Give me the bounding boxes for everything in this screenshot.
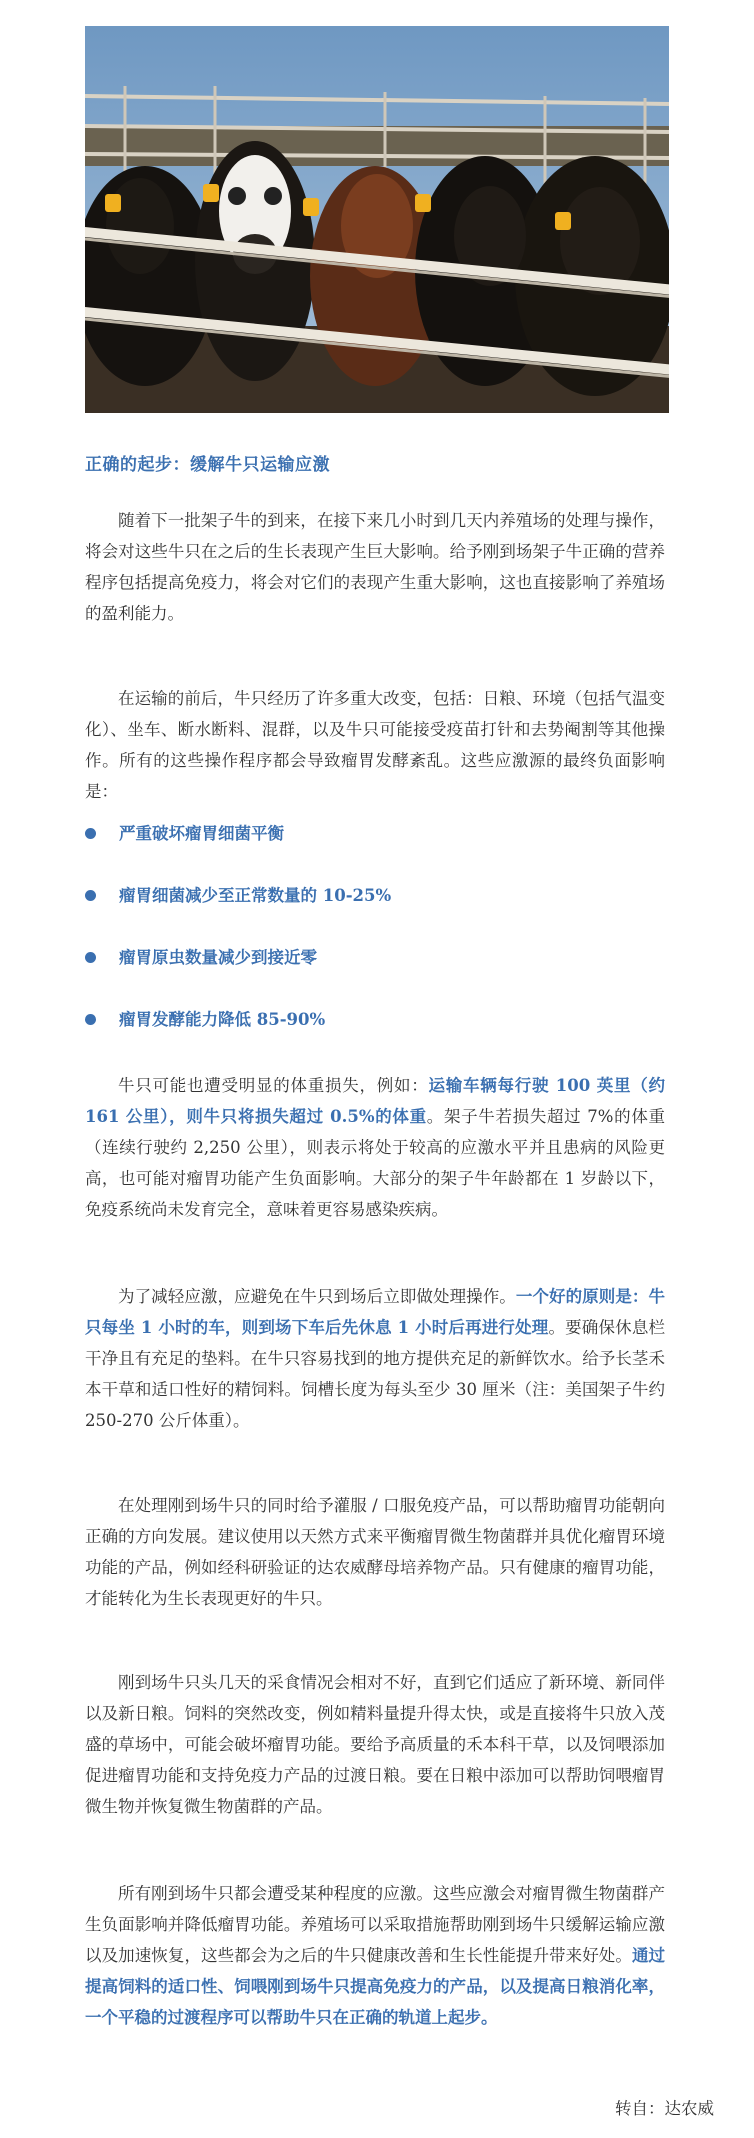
paragraph-7: 所有刚到场牛只都会遭受某种程度的应激。这些应激会对瘤胃微生物菌群产生负面影响并降低瘤胃功能。养殖场可以采取措施帮助刚到场牛只缓解运输应激以及加速恢复，这些都会为之后的牛只健康改善和生长性能提升带来好处。通过提高饲料的适口性、饲喂刚到场牛只提高免疫力的产品，以及提高日粮消化率，一个平稳的过渡程序可以帮助牛只在正确的轨道上起步。 [85,1884,666,2027]
cattle-photo [85,26,669,413]
highlight-text: 一个好的原则是：牛只每坐 1 小时的车，则到场下车后先休息 1 小时后再进行处理 [85,1287,665,1337]
highlight-text: 通过提高饲料的适口性、饲喂刚到场牛只提高免疫力的产品，以及提高日粮消化率，一个平稳的过渡程序可以帮助牛只在正确的轨道上起步。 [85,1946,666,2027]
bullet-icon [85,1014,96,1025]
bullet-icon [85,828,96,839]
list-item: 瘤胃原虫数量减少到接近零 [85,947,665,1009]
list-item: 瘤胃发酵能力降低 85-90% [85,1009,665,1071]
list-item: 瘤胃细菌减少至正常数量的 10-25% [85,885,665,947]
paragraph-2: 在运输的前后，牛只经历了许多重大改变，包括：日粮、环境（包括气温变化）、坐车、断水断料、混群，以及牛只可能接受疫苗打针和去势阉割等其他操作。所有的这些操作程序都会导致瘤胃发酵紊乱。这些应激源的最终负面影响是： [85,689,665,801]
impact-list [85,823,665,1071]
bullet-icon [85,952,96,963]
paragraph-4: 为了减轻应激，应避免在牛只到场后立即做处理操作。一个好的原则是：牛只每坐 1 小时的车，则到场下车后先休息 1 小时后再进行处理。要确保休息栏干净且有充足的垫料。在牛只容易找到的地方提供充足的新鲜饮水。给予长茎禾本干草和适口性好的精饲料。饲槽长度为每头至少 30 厘米（注：美国架子牛约 250-270 公斤体重）。 [85,1287,665,1430]
highlight-text: 运输车辆每行驶 100 英里（约 161 公里），则牛只将损失超过 0.5%的体重 [85,1076,666,1126]
list-item: 严重破坏瘤胃细菌平衡 [85,823,665,885]
paragraph-6: 刚到场牛只头几天的采食情况会相对不好，直到它们适应了新环境、新同伴以及新日粮。饲料的突然改变，例如精料量提升得太快，或是直接将牛只放入茂盛的草场中，可能会破坏瘤胃功能。要给予高质量的禾本科干草，以及饲喂添加促进瘤胃功能和支持免疫力产品的过渡日粮。要在日粮中添加可以帮助饲喂瘤胃微生物并恢复微生物菌群的产品。 [85,1673,665,1816]
paragraph-1: 随着下一批架子牛的到来，在接下来几小时到几天内养殖场的处理与操作，将会对这些牛只在之后的生长表现产生巨大影响。给予刚到场架子牛正确的营养程序包括提高免疫力，将会对它们的表现产生重大影响，这也直接影响了养殖场的盈利能力。 [85,511,665,623]
source-credit: 转自：达农威 [615,2099,714,2118]
paragraph-3: 牛只可能也遭受明显的体重损失，例如：运输车辆每行驶 100 英里（约 161 公里），则牛只将损失超过 0.5%的体重。架子牛若损失超过 7%的体重（连续行驶约 2,250 公里），则表示将处于较高的应激水平并且患病的风险更高，也可能对瘤胃功能产生负面影响。大部分的架子牛年龄都在 1 岁龄以下，免疫系统尚未发育完全，意味着更容易感染疾病。 [85,1076,666,1219]
paragraph-5: 在处理刚到场牛只的同时给予灌服 / 口服免疫产品，可以帮助瘤胃功能朝向正确的方向发展。建议使用以天然方式来平衡瘤胃微生物菌群并具优化瘤胃环境功能的产品，例如经科研验证的达农威酵母培养物产品。只有健康的瘤胃功能，才能转化为生长表现更好的牛只。 [85,1496,665,1608]
section-heading: 正确的起步：缓解牛只运输应激 [85,455,330,475]
bullet-icon [85,890,96,901]
